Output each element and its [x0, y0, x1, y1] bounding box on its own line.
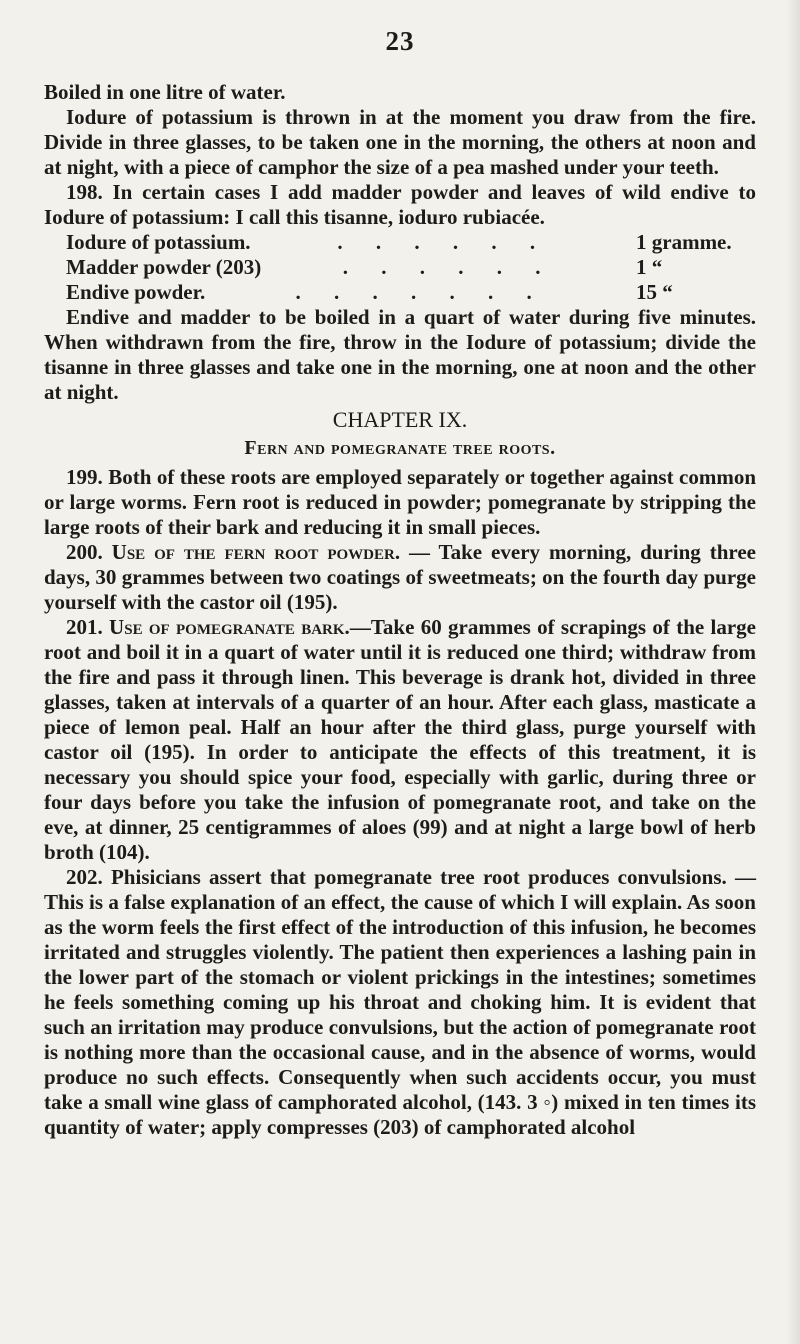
recipe-leader: . . . . . .: [337, 230, 550, 254]
paragraph-200: [44, 540, 756, 615]
page-edge-shadow: [786, 0, 800, 1344]
recipe-ingredient: Iodure of potassium.: [66, 230, 251, 254]
paragraph-boiled: Boiled in one litre of water.: [44, 80, 286, 104]
chapter-title: CHAPTER IX.: [332, 407, 468, 432]
paragraph-202: 202. Phisicians assert that pomegranate tree root produces convulsions. — This is a false explanation of an effect, the cause of which I will explain. As soon as the worm feels the first effect of the introduction of this infusion, he becomes irritated and struggles violently. The patient then experiences a lashing pain in the lower part of the stomach or violent prickings in the intestines; sometimes he feels something coming up his throat and choking him. It is evident that such an irritation may produce convulsions, but the action of pomegranate root is nothing more than the occasional cause, and in the absence of worms, would produce no such effects. Consequently when such accidents occur, you must take a small wine glass of camphorated alcohol, (143. 3 ◦) mixed in ten times its quantity of water; apply compresses (203) of camphorated alcohol: [44, 865, 756, 1139]
recipe-row: [44, 280, 756, 305]
recipe-list: [44, 230, 756, 305]
recipe-row: [44, 230, 756, 255]
paragraph-200-text: — Take every morning, during three days, 30 grammes between two coatings of sweetmeats; on the fourth day purge yourself with the castor oil (195).: [44, 540, 756, 614]
recipe-amount: 15 “: [636, 280, 673, 304]
paragraph-200-heading: 200. Use of the fern root powder.: [66, 540, 401, 564]
recipe-amount: 1 “: [636, 255, 663, 279]
paragraph-iodure: Iodure of potassium is thrown in at the moment you draw from the fire. Divide in three glasses, to be taken one in the morning, the others at noon and at night, with a piece of camphor the size of a pea mashed under your teeth.: [44, 105, 756, 179]
recipe-row: [44, 255, 756, 280]
recipe-ingredient: Endive powder.: [66, 280, 206, 304]
recipe-leader: . . . . . .: [342, 255, 555, 279]
paragraph-199: 199. Both of these roots are employed separately or together against common or large worms. Fern root is reduced in powder; pomegranate by stripping the large roots of their bark and reducing it in small pieces.: [44, 465, 756, 539]
recipe-leader: . . . . . . .: [295, 280, 546, 304]
recipe-amount: 1 gramme.: [636, 230, 732, 254]
recipe-ingredient: Madder powder (203): [66, 255, 262, 279]
paragraph-201-heading: 201. Use of pomegranate bark.: [66, 615, 350, 639]
page-body: [44, 80, 756, 1140]
page-number: 23: [385, 26, 415, 56]
paragraph-198: 198. In certain cases I add madder powder and leaves of wild endive to Iodure of potassium: I call this tisanne, ioduro rubiacée.: [44, 180, 756, 229]
paragraph-endive-madder: Endive and madder to be boiled in a quart of water during five minutes. When withdrawn from the fire, throw in the Iodure of potassium; divide the tisanne in three glasses and take one in the morning, one at noon and the other at night.: [44, 305, 756, 404]
paragraph-201: [44, 615, 756, 865]
section-title: Fern and pomegranate tree roots.: [244, 437, 556, 459]
paragraph-201-text: —Take 60 grammes of scrapings of the large root and boil it in a quart of water until it is reduced one third; withdraw from the fire and pass it through linen. This beverage is drank hot, divided in three glasses, taken at intervals of a quarter of an hour. After each glass, masticate a piece of lemon peal. Half an hour after the third glass, purge yourself with castor oil (195). In order to anticipate the effects of this treatment, it is necessary you should spice your food, especially with garlic, during three or four days before you take the infusion of pomegranate root, and take on the eve, at dinner, 25 centigrammes of aloes (99) and at night a large bowl of herb broth (104).: [44, 615, 756, 864]
